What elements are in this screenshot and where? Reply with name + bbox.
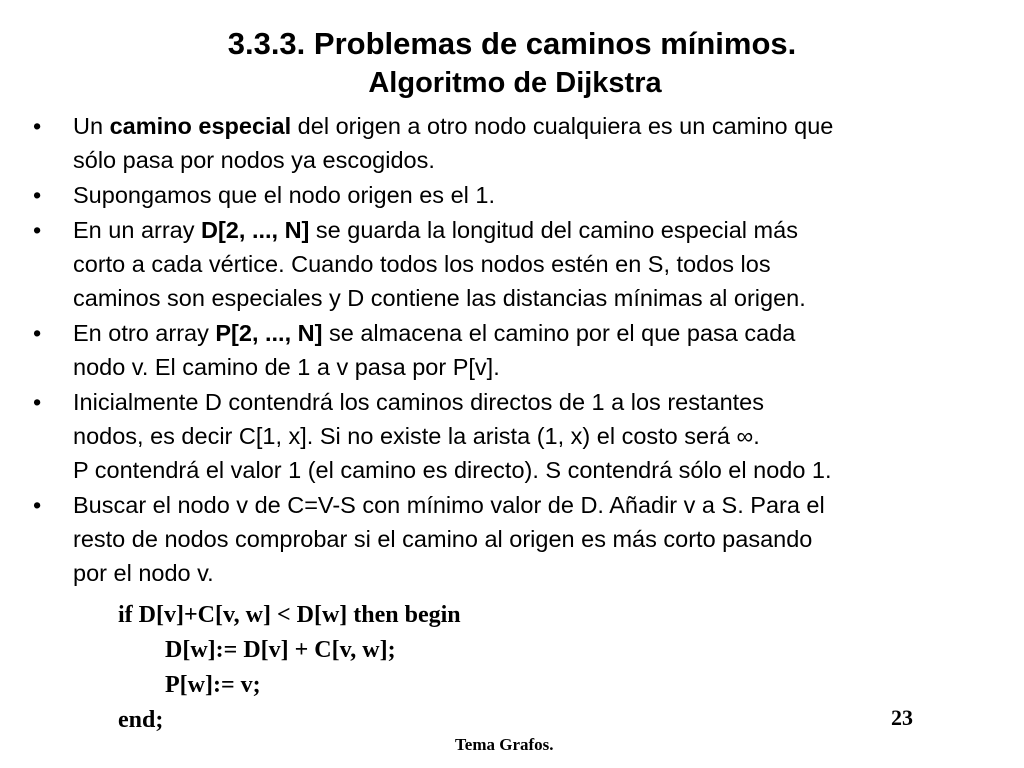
bullet-marker: • [33,320,42,346]
bullet-item-initial [0,385,1024,487]
code-line: if D[v]+C[v, w] < D[w] then begin [118,602,461,628]
bullet-marker: • [33,182,42,208]
bullet-item-special-path [0,109,1024,177]
bold-term: P[2, ..., N] [215,320,323,346]
text-run: del origen a otro nodo cualquiera es un camino que [291,113,834,139]
text-run: En un array [73,217,202,243]
text-run: se guarda la longitud del camino especial más [309,217,798,243]
slide-subtitle: Algoritmo de Dijkstra [368,67,662,99]
bullet-line: nodo v. El camino de 1 a v pasa por P[v]. [73,354,500,380]
bullet-marker: • [33,217,42,243]
bullet-line: Supongamos que el nodo origen es el 1. [73,182,496,208]
bullet-line: sólo pasa por nodos ya escogidos. [73,147,435,173]
bullet-line: P contendrá el valor 1 (el camino es directo). S contendrá sólo el nodo 1. [73,457,832,483]
bullet-line [73,109,1024,143]
bullet-marker: • [33,113,42,139]
bullet-line: nodos, es decir C[1, x]. Si no existe la arista (1, x) el costo será ∞. [73,423,760,449]
page-number: 23 [891,705,913,730]
bullet-item-array-d [0,213,1024,315]
code-line: end; [118,707,164,733]
code-block [118,598,461,738]
text-run: se almacena el camino por el que pasa cada [322,320,796,346]
bullet-line [73,316,1024,350]
text-run: Un [73,113,110,139]
bullet-item-origin [0,178,1024,212]
bullet-item-array-p [0,316,1024,384]
bullet-marker: • [33,389,42,415]
footer-text: Tema Grafos. [455,735,554,754]
code-line: P[w]:= v; [165,672,261,698]
bullet-line: caminos son especiales y D contiene las distancias mínimas al origen. [73,285,806,311]
slide-title: 3.3.3. Problemas de caminos mínimos. [227,26,797,61]
bullet-line: Inicialmente D contendrá los caminos directos de 1 a los restantes [73,389,764,415]
bold-term: camino especial [109,113,292,139]
bullet-line: por el nodo v. [73,560,214,586]
bullet-line: resto de nodos comprobar si el camino al origen es más corto pasando [73,526,813,552]
code-line: D[w]:= D[v] + C[v, w]; [165,637,396,663]
bullet-line: Buscar el nodo v de C=V-S con mínimo valor de D. Añadir v a S. Para el [73,492,825,518]
bullet-line: corto a cada vértice. Cuando todos los nodos estén en S, todos los [73,251,771,277]
bullet-item-search [0,488,1024,590]
bullet-line [73,213,1024,247]
bold-term: D[2, ..., N] [201,217,310,243]
bullet-marker: • [33,492,42,518]
bullet-list [0,109,1024,591]
text-run: En otro array [73,320,216,346]
